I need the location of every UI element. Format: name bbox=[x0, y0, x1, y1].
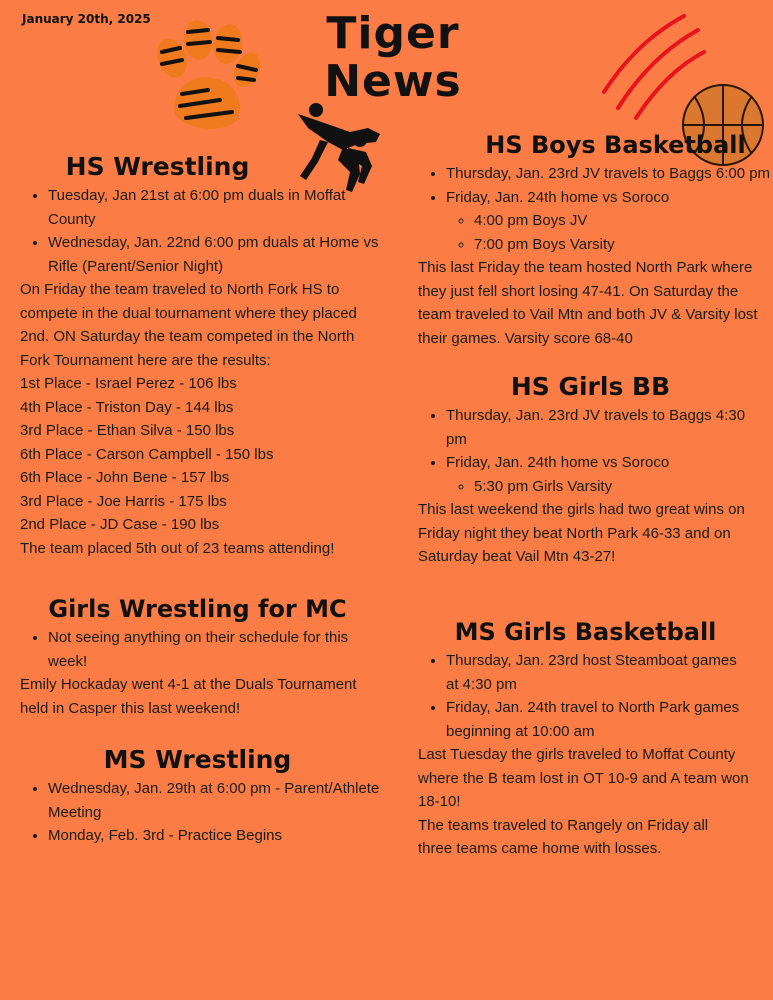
list-item: • Friday, Jan. 24th travel to North Park games beginning at 10:00 am bbox=[446, 696, 773, 743]
result-line: 3rd Place - Ethan Silva - 150 lbs bbox=[20, 422, 235, 439]
list-item-text: Friday, Jan. 24th home vs Soroco bbox=[446, 188, 670, 206]
ms-wrestling-heading: MS Wrestling bbox=[103, 745, 292, 774]
list-item-text: Friday, Jan. 24th home vs Soroco bbox=[446, 454, 670, 471]
ms-girls-basketball-summary: Last Tuesday the girls traveled to Moffat County where the B team lost in OT 10-9 and A team won 18-10! bbox=[418, 746, 749, 810]
sub-list-item: ◦ 5:30 pm Girls Varsity bbox=[474, 475, 773, 499]
hs-girls-bb-heading: HS Girls BB bbox=[510, 372, 671, 401]
list-item: • Thursday, Jan. 23rd JV travels to Baggs 6:00 pm bbox=[446, 162, 773, 186]
sub-list-item: ◦ 4:00 pm Boys JV bbox=[474, 209, 773, 233]
ms-girls-basketball-section bbox=[418, 615, 773, 861]
hs-boys-basketball-section bbox=[418, 128, 773, 350]
girls-wrestling-schedule bbox=[20, 626, 385, 673]
list-item: • Not seeing anything on their schedule for this week! bbox=[48, 626, 385, 673]
list-item: • Wednesday, Jan. 22nd 6:00 pm duals at Home vs Rifle (Parent/Senior Night) bbox=[48, 231, 385, 278]
ms-girls-basketball-heading: MS Girls Basketball bbox=[454, 618, 717, 646]
hs-girls-sub-schedule bbox=[446, 475, 773, 499]
sub-list-item: ◦ 7:00 pm Boys Varsity bbox=[474, 233, 773, 257]
result-line: 4th Place - Triston Day - 144 lbs bbox=[20, 398, 234, 416]
ms-wrestling-section bbox=[20, 743, 385, 848]
hs-girls-bb-summary: This last weekend the girls had two great wins on Friday night they beat North Park 46-33 and on Saturday beat Vail Mtn 43-27! bbox=[418, 501, 745, 565]
list-item: • Wednesday, Jan. 29th at 6:00 pm - Parent/Athlete Meeting bbox=[48, 777, 385, 824]
result-line: 2nd Place - JD Case - 190 lbs bbox=[20, 516, 220, 533]
ms-girls-basketball-summary-2: The teams traveled to Rangely on Friday all three teams came home with losses. bbox=[418, 816, 709, 857]
date-line: January 20th, 2025 bbox=[22, 12, 151, 26]
girls-wrestling-section bbox=[20, 592, 385, 720]
ms-girls-basketball-schedule bbox=[418, 649, 773, 743]
hs-wrestling-heading: HS Wrestling bbox=[65, 152, 250, 181]
newsletter-title bbox=[318, 10, 468, 106]
hs-boys-basketball-schedule bbox=[418, 162, 773, 256]
hs-girls-bb-section bbox=[418, 370, 773, 569]
result-line: 6th Place - John Bene - 157 lbs bbox=[20, 469, 230, 486]
hs-boys-basketball-summary: This last Friday the team hosted North Park where they just fell short losing 47-41. On Saturday the team traveled to Vail Mtn and both JV & Varsity lost their games. Varsity score 68-40 bbox=[418, 259, 758, 347]
hs-wrestling-summary: On Friday the team traveled to North Fork HS to compete in the dual tournament where they placed 2nd. ON Saturday the team competed in the North Fork Tournament here are the results: bbox=[20, 281, 357, 369]
girls-wrestling-heading: Girls Wrestling for MC bbox=[48, 595, 347, 623]
title-line-1: Tiger bbox=[326, 8, 460, 59]
list-item bbox=[446, 451, 773, 498]
list-item: • Thursday, Jan. 23rd JV travels to Baggs 4:30 pm bbox=[446, 404, 773, 451]
hs-boys-sub-schedule bbox=[446, 209, 773, 256]
result-line: 3rd Place - Joe Harris - 175 lbs bbox=[20, 492, 227, 510]
list-item: • Tuesday, Jan 21st at 6:00 pm duals in Moffat County bbox=[48, 184, 385, 231]
list-item bbox=[446, 186, 773, 257]
list-item: • Thursday, Jan. 23rd host Steamboat games at 4:30 pm bbox=[446, 649, 773, 696]
hs-wrestling-closing: The team placed 5th out of 23 teams attending! bbox=[20, 539, 335, 557]
list-item: • Monday, Feb. 3rd - Practice Begins bbox=[48, 824, 385, 848]
girls-wrestling-summary: Emily Hockaday went 4-1 at the Duals Tournament held in Casper this last weekend! bbox=[20, 676, 357, 717]
title-line-2: News bbox=[324, 56, 462, 107]
hs-girls-bb-schedule bbox=[418, 404, 773, 498]
paw-print-icon bbox=[150, 18, 260, 133]
hs-wrestling-section bbox=[20, 150, 385, 560]
result-line: 6th Place - Carson Campbell - 150 lbs bbox=[20, 445, 274, 463]
result-line: 1st Place - Israel Perez - 106 lbs bbox=[20, 375, 237, 392]
hs-wrestling-schedule bbox=[20, 184, 385, 278]
hs-boys-basketball-heading: HS Boys Basketball bbox=[485, 131, 746, 159]
ms-wrestling-schedule bbox=[20, 777, 385, 848]
